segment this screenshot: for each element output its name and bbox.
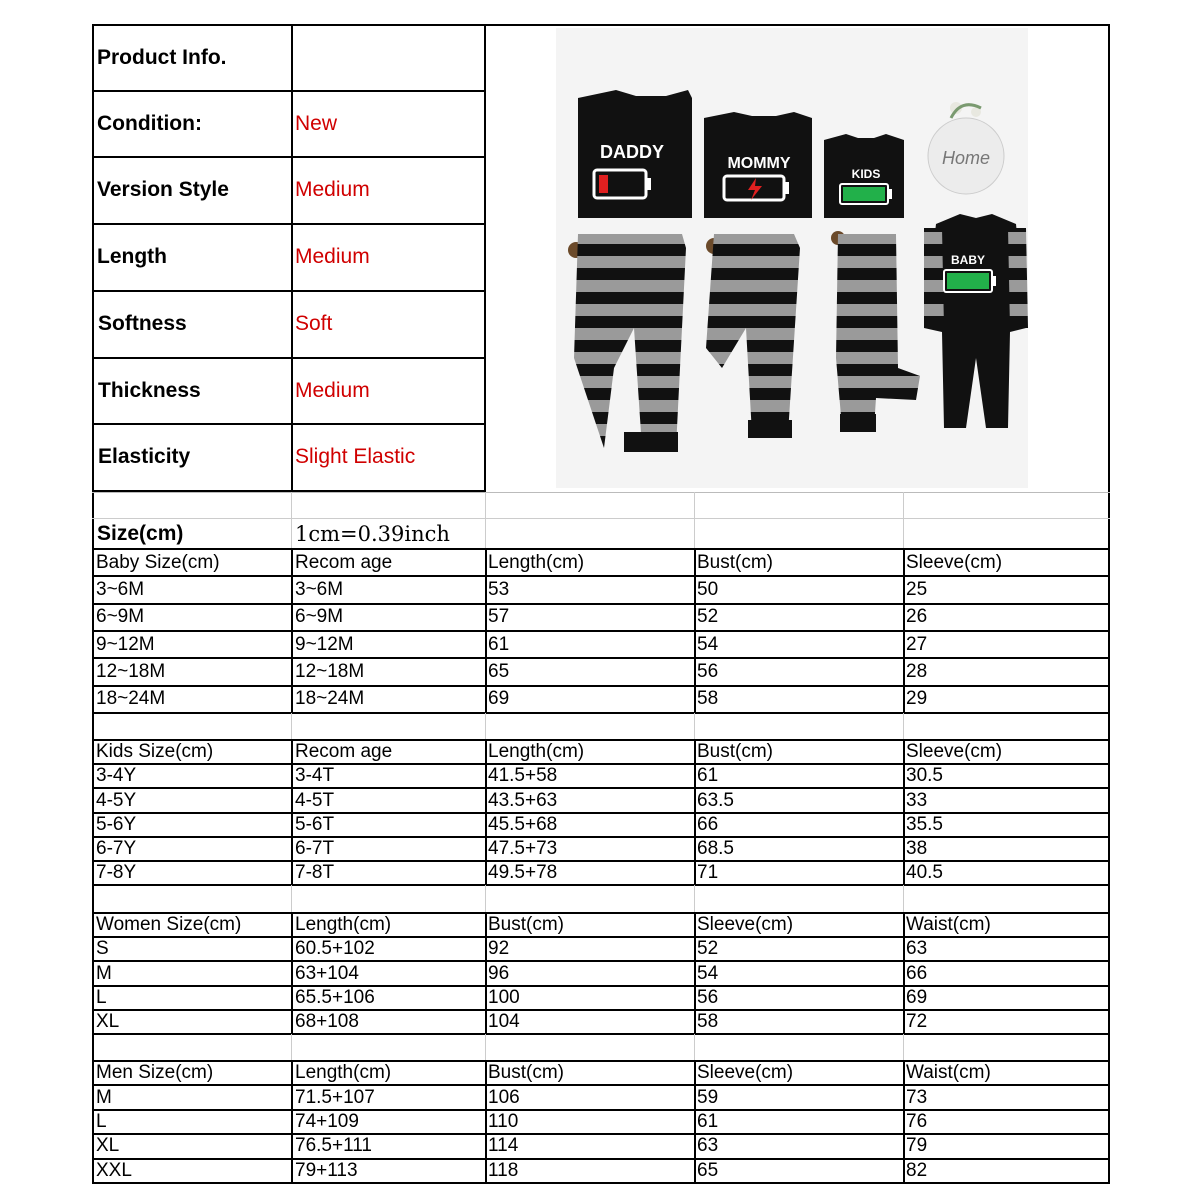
men-cell: 65 <box>697 1160 719 1181</box>
women-cell: 63+104 <box>295 963 359 984</box>
info-row-divider <box>92 357 485 359</box>
kids-cell: 61 <box>697 765 719 786</box>
kids-cell: 7-8T <box>295 862 335 883</box>
women-cell: 65.5+106 <box>295 987 375 1008</box>
women-cell: 60.5+102 <box>295 938 375 959</box>
baby-col-line <box>694 548 696 714</box>
men-header-cell: Length(cm) <box>295 1062 392 1083</box>
kids-cell: 33 <box>906 790 928 811</box>
men-cell: 114 <box>488 1135 519 1156</box>
men-cell: 76 <box>906 1111 928 1132</box>
kids-col-line <box>92 739 94 886</box>
men-cell: 76.5+111 <box>295 1135 372 1156</box>
spacer-line <box>92 518 1110 519</box>
baby-cell: 27 <box>906 634 928 655</box>
baby-cell: 26 <box>906 606 928 627</box>
men-header-cell: Bust(cm) <box>488 1062 564 1083</box>
kids-header-cell: Length(cm) <box>488 741 585 762</box>
spacer-column <box>291 1034 292 1061</box>
baby-cell: 3~6M <box>96 579 145 600</box>
kids-col-line <box>903 739 905 886</box>
women-cell: 63 <box>906 938 928 959</box>
info-value: Medium <box>295 178 370 201</box>
baby-cell: 53 <box>488 579 510 600</box>
baby-row-line <box>92 630 1110 632</box>
baby-cell: 50 <box>697 579 719 600</box>
baby-cell: 6~9M <box>96 606 145 627</box>
women-cell: 69 <box>906 987 928 1008</box>
kids-cell: 40.5 <box>906 862 943 883</box>
info-value: Medium <box>295 245 370 268</box>
kids-cell: 6-7Y <box>96 838 137 859</box>
baby-header-cell: Sleeve(cm) <box>906 552 1003 573</box>
kids-cell: 43.5+63 <box>488 790 558 811</box>
women-header-cell: Bust(cm) <box>488 914 564 935</box>
baby-cell: 28 <box>906 661 928 682</box>
baby-cell: 12~18M <box>96 661 166 682</box>
women-cell: 52 <box>697 938 719 959</box>
kids-cell: 4-5T <box>295 790 335 811</box>
kids-cell: 71 <box>697 862 719 883</box>
baby-cell: 29 <box>906 688 928 709</box>
kids-cell: 38 <box>906 838 928 859</box>
baby-cell: 18~24M <box>96 688 166 709</box>
kids-col-line <box>485 739 487 886</box>
women-cell: 58 <box>697 1011 719 1032</box>
men-row-line <box>92 1133 1110 1135</box>
men-col-line <box>1108 1060 1110 1184</box>
baby-cell: 54 <box>697 634 719 655</box>
baby-cell: 56 <box>697 661 719 682</box>
kids-cell: 63.5 <box>697 790 734 811</box>
women-row-line <box>92 1033 1110 1035</box>
spacer-column <box>485 713 486 740</box>
size-title: Size(cm) <box>97 522 184 545</box>
women-header-cell: Sleeve(cm) <box>697 914 794 935</box>
men-cell: 73 <box>906 1087 928 1108</box>
men-row-line <box>92 1060 1110 1062</box>
spacer-column <box>694 885 695 913</box>
men-cell: 110 <box>488 1111 519 1132</box>
baby-cell: 9~12M <box>295 634 354 655</box>
spacer-line <box>92 492 1110 493</box>
women-cell: L <box>96 987 107 1008</box>
kids-cell: 7-8Y <box>96 862 137 883</box>
info-row-divider <box>92 90 485 92</box>
women-row-line <box>92 936 1110 938</box>
info-value: New <box>295 112 338 135</box>
product-info-title: Product Info. <box>97 46 227 69</box>
men-col-line <box>92 1060 94 1184</box>
women-row-line <box>92 912 1110 914</box>
kids-col-line <box>694 739 696 886</box>
women-row-line <box>92 1009 1110 1011</box>
info-label: Version Style <box>97 178 229 201</box>
women-col-line <box>92 912 94 1035</box>
kids-row-line <box>92 739 1110 741</box>
spacer-column <box>485 492 486 548</box>
home-sign-label: Home <box>941 148 991 168</box>
men-cell: XL <box>96 1135 120 1156</box>
men-row-line <box>92 1158 1110 1160</box>
kids-cell: 30.5 <box>906 765 943 786</box>
baby-col-line <box>1108 548 1110 714</box>
spacer-column <box>694 492 695 548</box>
men-cell: XXL <box>96 1160 132 1181</box>
baby-cell: 52 <box>697 606 719 627</box>
kids-row-line <box>92 884 1110 886</box>
baby-row-line <box>92 657 1110 659</box>
women-cell: 68+108 <box>295 1011 359 1032</box>
spacer-column <box>903 492 904 548</box>
women-row-line <box>92 960 1110 962</box>
spacer-column <box>903 885 904 913</box>
unit-conversion: 1cm=0.39inch <box>295 522 450 546</box>
spacer-column <box>694 1034 695 1061</box>
spacer-column <box>485 1034 486 1061</box>
spacer-column <box>291 885 292 913</box>
women-cell: 66 <box>906 963 928 984</box>
kids-label: KIDS <box>851 167 881 181</box>
info-row-divider <box>92 290 485 292</box>
baby-row-line <box>92 603 1110 605</box>
kids-cell: 6-7T <box>295 838 335 859</box>
family-pajama-photo <box>556 28 1028 488</box>
men-cell: 74+109 <box>295 1111 359 1132</box>
women-cell: 96 <box>488 963 510 984</box>
men-row-line <box>92 1084 1110 1086</box>
women-col-line <box>1108 912 1110 1035</box>
baby-cell: 12~18M <box>295 661 365 682</box>
women-cell: 54 <box>697 963 719 984</box>
women-cell: 92 <box>488 938 510 959</box>
kids-row-line <box>92 812 1110 814</box>
men-cell: 118 <box>488 1160 519 1181</box>
kids-row-line <box>92 787 1110 789</box>
kids-cell: 47.5+73 <box>488 838 558 859</box>
baby-row-line <box>92 575 1110 577</box>
women-col-line <box>903 912 905 1035</box>
kids-header-cell: Kids Size(cm) <box>96 741 214 762</box>
kids-header-cell: Bust(cm) <box>697 741 773 762</box>
info-row-divider <box>92 423 485 425</box>
baby-cell: 57 <box>488 606 510 627</box>
info-value: Slight Elastic <box>295 445 416 468</box>
baby-cell: 25 <box>906 579 928 600</box>
men-row-line <box>92 1109 1110 1111</box>
men-cell: 79 <box>906 1135 928 1156</box>
men-row-line <box>92 1182 1110 1184</box>
women-cell: 56 <box>697 987 719 1008</box>
kids-row-line <box>92 860 1110 862</box>
info-label: Condition: <box>97 112 202 135</box>
men-col-line <box>694 1060 696 1184</box>
men-cell: 61 <box>697 1111 719 1132</box>
info-label: Elasticity <box>98 445 191 468</box>
men-col-line <box>903 1060 905 1184</box>
men-col-line <box>291 1060 293 1184</box>
baby-header-cell: Bust(cm) <box>697 552 773 573</box>
women-header-cell: Women Size(cm) <box>96 914 242 935</box>
spacer-column <box>903 713 904 740</box>
women-col-line <box>485 912 487 1035</box>
info-value: Soft <box>295 312 333 335</box>
kids-col-line <box>1108 739 1110 886</box>
daddy-shirt <box>578 90 692 218</box>
baby-row-line <box>92 685 1110 687</box>
info-label: Length <box>97 245 167 268</box>
men-cell: 82 <box>906 1160 928 1181</box>
women-row-line <box>92 985 1110 987</box>
info-right-border <box>484 24 486 492</box>
kids-cell: 68.5 <box>697 838 734 859</box>
women-cell: M <box>96 963 112 984</box>
daddy-label: DADDY <box>599 142 665 162</box>
men-cell: M <box>96 1087 112 1108</box>
baby-cell: 61 <box>488 634 510 655</box>
kids-row-line <box>92 836 1110 838</box>
women-col-line <box>694 912 696 1035</box>
kids-cell: 3-4Y <box>96 765 137 786</box>
kids-header-cell: Sleeve(cm) <box>906 741 1003 762</box>
baby-label: BABY <box>950 253 986 267</box>
kids-cell: 3-4T <box>295 765 335 786</box>
kids-cell: 5-6T <box>295 814 335 835</box>
women-cell: 104 <box>488 1011 520 1032</box>
baby-cell: 69 <box>488 688 510 709</box>
kids-header-cell: Recom age <box>295 741 393 762</box>
baby-header-cell: Length(cm) <box>488 552 585 573</box>
info-label: Thickness <box>98 379 201 402</box>
men-cell: 79+113 <box>295 1160 358 1181</box>
men-cell: 63 <box>697 1135 719 1156</box>
baby-col-line <box>291 548 293 714</box>
spacer-column <box>291 492 292 548</box>
spacer-column <box>903 1034 904 1061</box>
spacer-column <box>694 713 695 740</box>
kids-cell: 4-5Y <box>96 790 137 811</box>
men-cell: L <box>96 1111 107 1132</box>
men-header-cell: Waist(cm) <box>906 1062 991 1083</box>
women-cell: S <box>96 938 109 959</box>
baby-cell: 3~6M <box>295 579 344 600</box>
men-cell: 71.5+107 <box>295 1087 375 1108</box>
men-header-cell: Men Size(cm) <box>96 1062 214 1083</box>
baby-cell: 65 <box>488 661 510 682</box>
info-row-divider <box>92 223 485 225</box>
women-cell: 72 <box>906 1011 928 1032</box>
men-cell: 59 <box>697 1087 719 1108</box>
baby-cell: 9~12M <box>96 634 155 655</box>
men-cell: 106 <box>488 1087 520 1108</box>
mommy-shirt <box>704 112 812 218</box>
men-col-line <box>485 1060 487 1184</box>
spacer-column <box>291 713 292 740</box>
baby-row-line <box>92 548 1110 550</box>
kids-cell: 66 <box>697 814 719 835</box>
baby-cell: 58 <box>697 688 719 709</box>
men-header-cell: Sleeve(cm) <box>697 1062 794 1083</box>
women-cell: 100 <box>488 987 520 1008</box>
kids-row-line <box>92 763 1110 765</box>
baby-header-cell: Baby Size(cm) <box>96 552 220 573</box>
women-header-cell: Waist(cm) <box>906 914 991 935</box>
kids-cell: 5-6Y <box>96 814 137 835</box>
baby-header-cell: Recom age <box>295 552 393 573</box>
kids-cell: 45.5+68 <box>488 814 558 835</box>
spacer-column <box>485 885 486 913</box>
women-cell: XL <box>96 1011 120 1032</box>
baby-col-line <box>903 548 905 714</box>
info-column-divider <box>291 24 293 492</box>
baby-row-line <box>92 712 1110 714</box>
women-col-line <box>291 912 293 1035</box>
kids-col-line <box>291 739 293 886</box>
baby-cell: 6~9M <box>295 606 344 627</box>
info-label: Softness <box>98 312 187 335</box>
women-header-cell: Length(cm) <box>295 914 392 935</box>
baby-cell: 18~24M <box>295 688 365 709</box>
baby-col-line <box>92 548 94 714</box>
info-value: Medium <box>295 379 370 402</box>
kids-cell: 49.5+78 <box>488 862 558 883</box>
kids-shirt <box>824 134 904 218</box>
kids-cell: 35.5 <box>906 814 943 835</box>
info-row-divider <box>92 156 485 158</box>
kids-cell: 41.5+58 <box>488 765 558 786</box>
baby-col-line <box>485 548 487 714</box>
mommy-label: MOMMY <box>727 155 791 172</box>
